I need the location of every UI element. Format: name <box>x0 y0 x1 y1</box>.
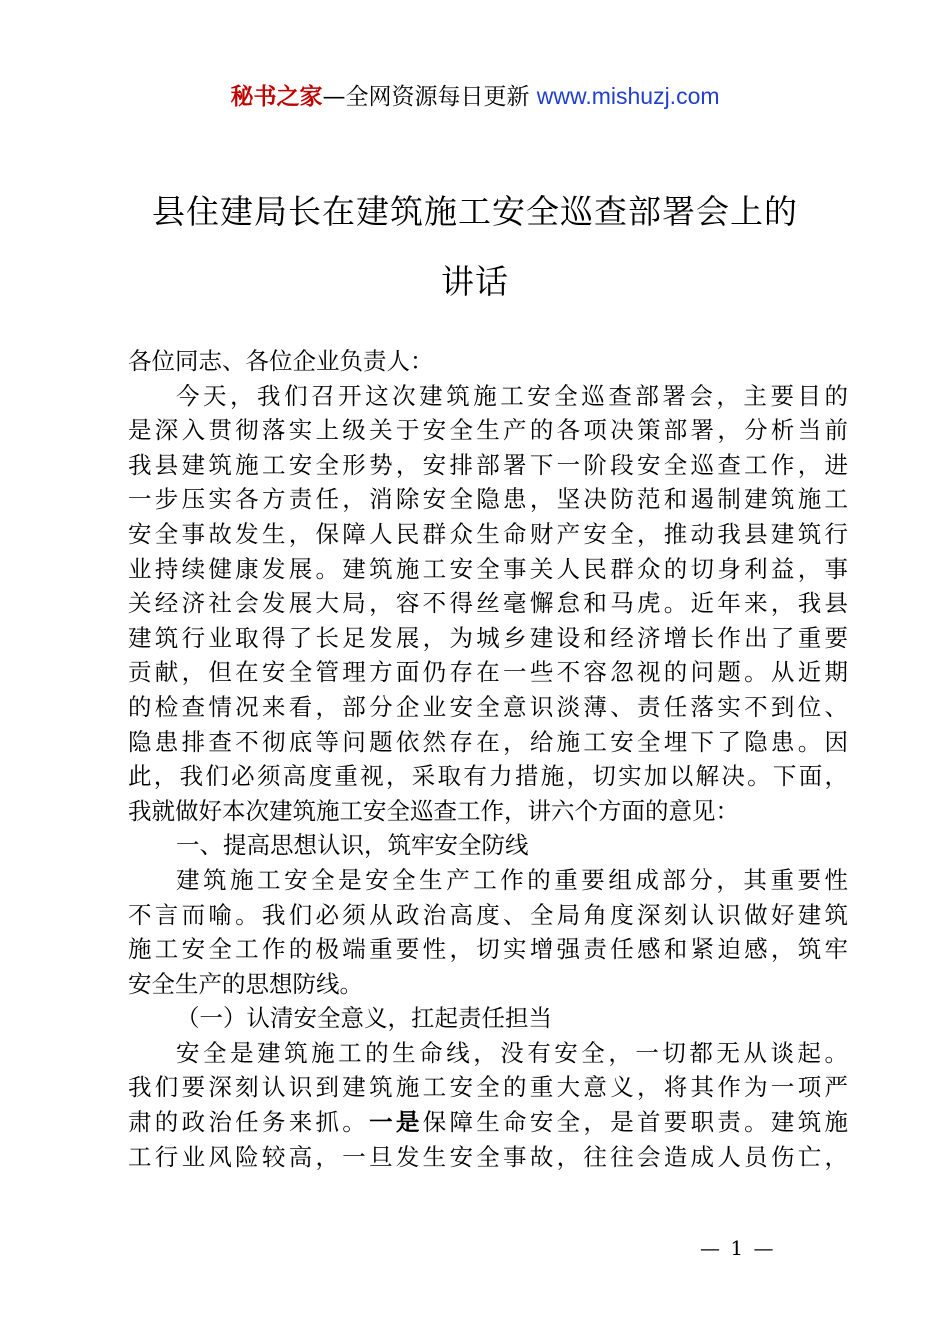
body-line-end: 保障生命安全，是首要职责。建筑施 <box>422 1108 849 1137</box>
body-line: 安全事故发生，保障人民群众生命财产安全，推动我县建筑行 <box>128 519 848 548</box>
body-line: 安全生产的思想防线。 <box>128 969 363 998</box>
page-number: — 1 — <box>700 1236 776 1260</box>
body-line: 贡献，但在安全管理方面仍存在一些不容忽视的问题。从近期 <box>128 658 848 687</box>
body-line: 我们要深刻认识到建筑施工安全的重大意义，将其作为一项严 <box>128 1073 848 1102</box>
document-title-line-1: 县住建局长在建筑施工安全巡查部署会上的 <box>152 192 798 231</box>
body-line: 我就做好本次建筑施工安全巡查工作，讲六个方面的意见： <box>128 796 739 825</box>
body-line: 安全是建筑施工的生命线，没有安全，一切都无从谈起。 <box>176 1038 848 1067</box>
document-title-line-2: 讲话 <box>441 262 509 301</box>
site-header <box>0 80 950 113</box>
body-line-start: 肃的政治任务来抓。 <box>128 1108 370 1137</box>
body-line: 不言而喻。我们必须从政治高度、全局角度深刻认识做好建筑 <box>128 900 848 929</box>
site-url[interactable]: www.mishuzj.com <box>536 83 720 109</box>
header-tagline: —全网资源每日更新 <box>322 84 530 110</box>
salutation: 各位同志、各位企业负责人： <box>128 347 434 375</box>
brand-name: 秘书之家 <box>230 84 323 110</box>
section-heading: 一、提高思想认识，筑牢安全防线 <box>176 831 529 860</box>
body-line: 是深入贯彻落实上级关于安全生产的各项决策部署，分析当前 <box>128 416 848 445</box>
body-line: 此，我们必须高度重视，采取有力措施，切实加以解决。下面， <box>128 762 848 791</box>
body-line: 我县建筑施工安全形势，安排部署下一阶段安全巡查工作，进 <box>128 450 848 479</box>
body-line: 业持续健康发展。建筑施工安全事关人民群众的切身利益，事 <box>128 554 848 583</box>
body-line: 施工安全工作的极端重要性，切实增强责任感和紧迫感，筑牢 <box>128 935 848 964</box>
body-line: 建筑施工安全是安全生产工作的重要组成部分，其重要性 <box>176 865 848 894</box>
body-line: 隐患排查不彻底等问题依然存在，给施工安全埋下了隐患。因 <box>128 727 848 756</box>
body-line: 工行业风险较高，一旦发生安全事故，往往会造成人员伤亡， <box>128 1142 848 1171</box>
body-line: 一步压实各方责任，消除安全隐患，坚决防范和遏制建筑施工 <box>128 485 848 514</box>
body-line: 建筑行业取得了长足发展，为城乡建设和经济增长作出了重要 <box>128 623 848 652</box>
subsection-heading: （一）认清安全意义，扛起责任担当 <box>176 1004 552 1033</box>
body-line <box>128 1105 848 1140</box>
body-line: 关经济社会发展大局，容不得丝毫懈怠和马虎。近年来，我县 <box>128 589 848 618</box>
body-line: 今天，我们召开这次建筑施工安全巡查部署会，主要目的 <box>176 381 848 410</box>
body-line: 的检查情况来看，部分企业安全意识淡薄、责任落实不到位、 <box>128 692 848 721</box>
document-body <box>128 344 848 1174</box>
bold-emphasis: 一是 <box>369 1108 423 1137</box>
